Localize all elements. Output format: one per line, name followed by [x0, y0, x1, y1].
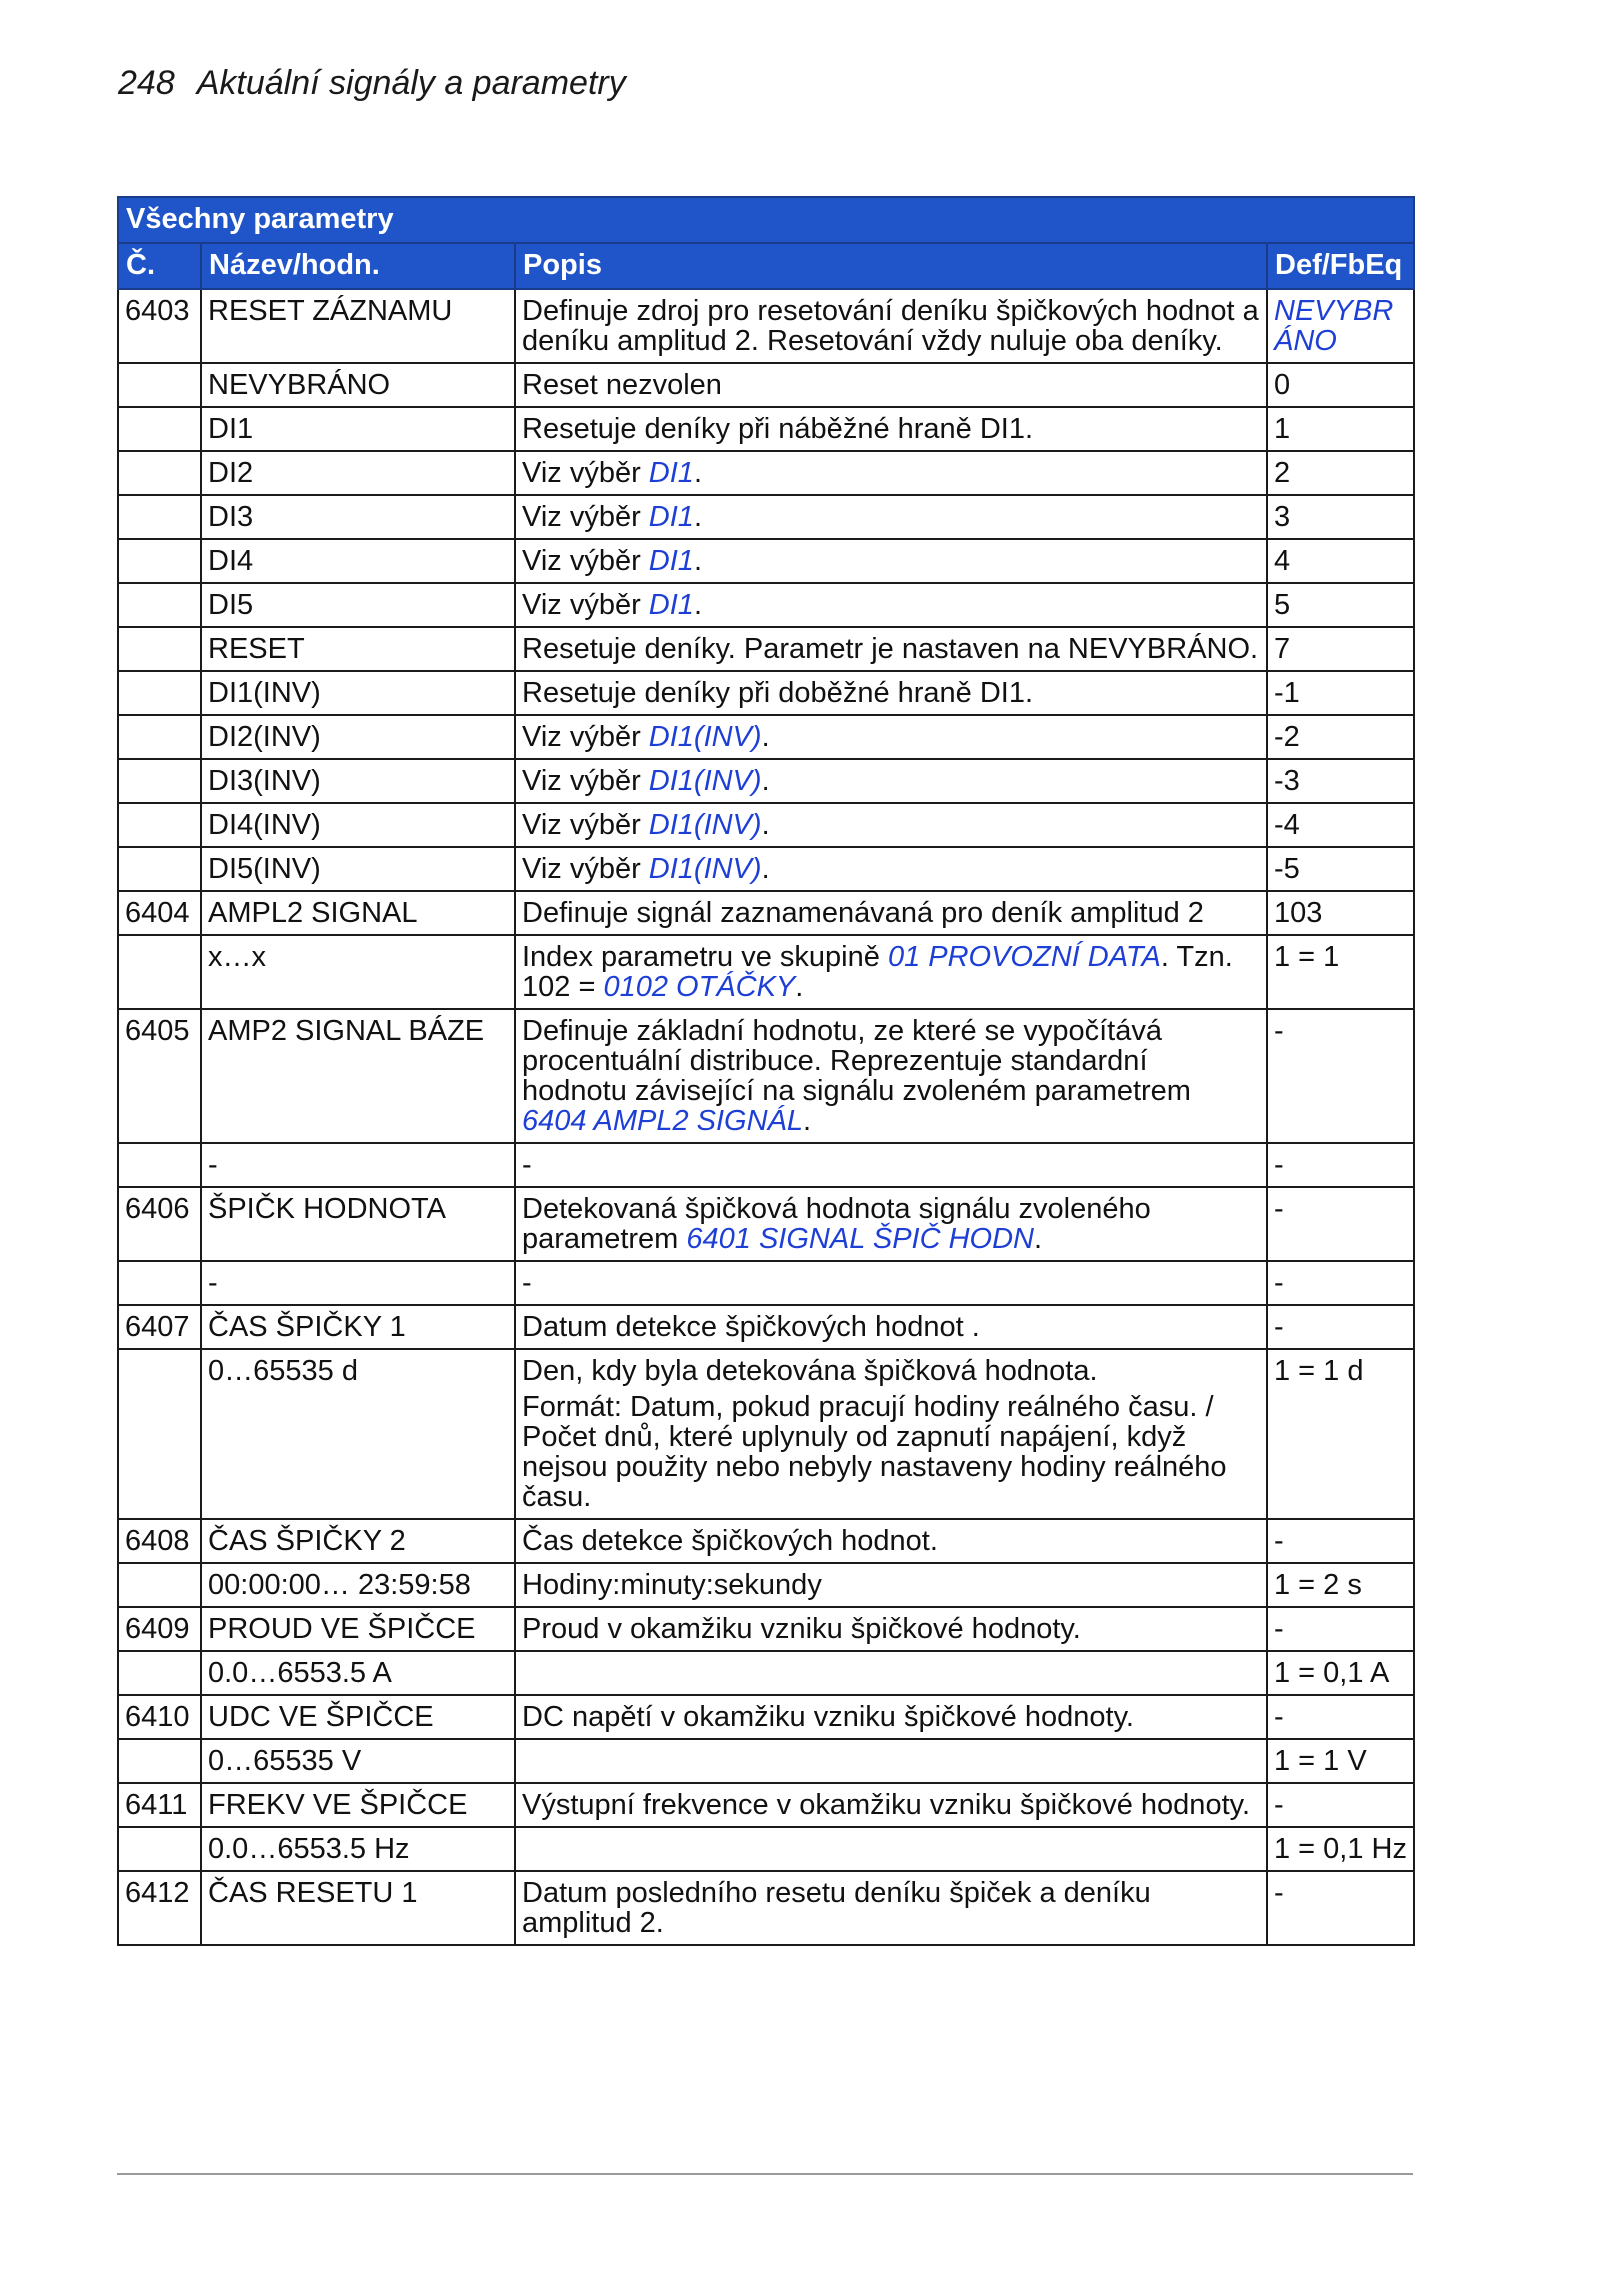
param-number-cell — [118, 847, 201, 891]
description-text: . — [1034, 1223, 1043, 1255]
param-default-cell — [1267, 759, 1414, 803]
param-description-cell — [515, 363, 1267, 407]
cross-reference-link[interactable]: 0102 OTÁČKY — [603, 971, 796, 1003]
description-text: . — [761, 721, 770, 753]
param-name-cell: - — [201, 1261, 515, 1305]
table-banner: Všechny parametry — [118, 197, 1414, 243]
param-default-cell — [1267, 363, 1414, 407]
description-text: Formát: Datum, pokud pracují hodiny reálného času. / Počet dnů, které uplynuly od zapnutí napájení, když nejsou použity nebo nebyly nastaveny hodiny reálného času. — [522, 1391, 1227, 1513]
description-text: Proud v okamžiku vzniku špičkové hodnoty. — [522, 1613, 1081, 1645]
column-header-default: Def/FbEq — [1267, 243, 1414, 289]
column-header-name: Název/hodn. — [201, 243, 515, 289]
param-description-cell — [515, 891, 1267, 935]
param-name-cell: DI4 — [201, 539, 515, 583]
table-row — [118, 1739, 1414, 1783]
param-number-cell — [118, 451, 201, 495]
table-row — [118, 759, 1414, 803]
table-row — [118, 847, 1414, 891]
param-number-cell — [118, 627, 201, 671]
param-default-cell — [1267, 1607, 1414, 1651]
description-text: DC napětí v okamžiku vzniku špičkové hodnoty. — [522, 1701, 1134, 1733]
param-number-cell — [118, 363, 201, 407]
table-row — [118, 1143, 1414, 1187]
param-name-cell: DI4(INV) — [201, 803, 515, 847]
column-header-number: Č. — [118, 243, 201, 289]
default-value: 1 = 2 s — [1274, 1569, 1362, 1601]
description-text: Viz výběr — [522, 809, 649, 841]
default-value: 103 — [1274, 897, 1323, 929]
default-value: -1 — [1274, 677, 1300, 709]
table-row — [118, 363, 1414, 407]
param-name-cell: ČAS ŠPIČKY 2 — [201, 1519, 515, 1563]
page-header — [118, 64, 626, 103]
param-number-cell: 6409 — [118, 1607, 201, 1651]
param-description-cell — [515, 1009, 1267, 1143]
description-text: Čas detekce špičkových hodnot. — [522, 1525, 938, 1557]
param-number-cell: 6410 — [118, 1695, 201, 1739]
table-row — [118, 289, 1414, 363]
description-text: Index parametru ve skupině — [522, 941, 888, 973]
table-row — [118, 1519, 1414, 1563]
default-value-link[interactable]: NEVYBRÁNO — [1274, 295, 1394, 357]
param-default-cell — [1267, 407, 1414, 451]
param-name-cell: 0…65535 V — [201, 1739, 515, 1783]
description-text: Definuje zdroj pro resetování deníku špičkových hodnot a deníku amplitud 2. Resetování vždy nuluje oba deníky. — [522, 295, 1259, 357]
table-row — [118, 891, 1414, 935]
param-description-cell — [515, 671, 1267, 715]
description-text: . Tzn. 102 = — [522, 941, 1233, 1003]
default-value: 1 = 1 d — [1274, 1355, 1364, 1387]
default-value: 4 — [1274, 545, 1291, 577]
param-description-cell — [515, 1695, 1267, 1739]
cross-reference-link[interactable]: DI1(INV) — [648, 809, 762, 841]
table-row — [118, 1695, 1414, 1739]
cross-reference-link[interactable]: 6404 AMPL2 SIGNÁL — [522, 1105, 804, 1137]
param-number-cell — [118, 1261, 201, 1305]
param-default-cell — [1267, 627, 1414, 671]
default-value: - — [1274, 1267, 1284, 1299]
param-default-cell — [1267, 715, 1414, 759]
description-text: - — [522, 1149, 532, 1181]
cross-reference-link[interactable]: 6401 SIGNAL ŠPIČ HODN — [686, 1223, 1034, 1255]
description-text: Detekovaná špičková hodnota signálu zvoleného parametrem — [522, 1193, 1151, 1255]
param-default-cell — [1267, 935, 1414, 1009]
param-default-cell — [1267, 1519, 1414, 1563]
description-text: . — [693, 589, 702, 621]
param-default-cell — [1267, 1695, 1414, 1739]
default-value: - — [1274, 1525, 1284, 1557]
description-text: . — [795, 971, 804, 1003]
table-row — [118, 407, 1414, 451]
param-name-cell: DI1(INV) — [201, 671, 515, 715]
default-value: 2 — [1274, 457, 1291, 489]
description-text: Resetuje deníky. Parametr je nastaven na NEVYBRÁNO. — [522, 633, 1259, 665]
param-number-cell: 6411 — [118, 1783, 201, 1827]
default-value: - — [1274, 1701, 1284, 1733]
param-description-cell — [515, 539, 1267, 583]
default-value: -2 — [1274, 721, 1300, 753]
table-row — [118, 627, 1414, 671]
table-row — [118, 451, 1414, 495]
description-text: Datum posledního resetu deníku špiček a deníku amplitud 2. — [522, 1877, 1151, 1939]
cross-reference-link[interactable]: 01 PROVOZNÍ DATA — [887, 941, 1161, 973]
param-name-cell: DI2 — [201, 451, 515, 495]
param-description-cell — [515, 1783, 1267, 1827]
param-default-cell — [1267, 1261, 1414, 1305]
cross-reference-link[interactable]: DI1 — [648, 501, 694, 533]
param-name-cell: ČAS ŠPIČKY 1 — [201, 1305, 515, 1349]
default-value: 5 — [1274, 589, 1291, 621]
param-name-cell: DI5 — [201, 583, 515, 627]
param-default-cell — [1267, 289, 1414, 363]
default-value: 1 = 1 V — [1274, 1745, 1367, 1777]
param-description-cell — [515, 1563, 1267, 1607]
param-number-cell — [118, 407, 201, 451]
param-number-cell: 6412 — [118, 1871, 201, 1945]
param-description-cell — [515, 1261, 1267, 1305]
default-value: - — [1274, 1613, 1284, 1645]
default-value: 1 = 1 — [1274, 941, 1340, 973]
default-value: - — [1274, 1877, 1284, 1909]
param-default-cell — [1267, 1651, 1414, 1695]
param-description-cell — [515, 451, 1267, 495]
param-name-cell: DI3 — [201, 495, 515, 539]
param-number-cell — [118, 671, 201, 715]
param-number-cell — [118, 1827, 201, 1871]
default-value: 1 = 0,1 Hz — [1274, 1833, 1407, 1865]
param-number-cell — [118, 715, 201, 759]
table-body — [118, 289, 1414, 1945]
description-text: . — [693, 545, 702, 577]
table-row — [118, 539, 1414, 583]
description-text: . — [693, 501, 702, 533]
description-text: . — [761, 853, 770, 885]
param-default-cell — [1267, 671, 1414, 715]
description-text: . — [761, 809, 770, 841]
param-number-cell — [118, 803, 201, 847]
default-value: -5 — [1274, 853, 1300, 885]
table-row — [118, 495, 1414, 539]
param-number-cell: 6406 — [118, 1187, 201, 1261]
param-default-cell — [1267, 1143, 1414, 1187]
param-name-cell: AMPL2 SIGNAL — [201, 891, 515, 935]
default-value: 1 — [1274, 413, 1291, 445]
param-default-cell — [1267, 1563, 1414, 1607]
param-description-cell — [515, 935, 1267, 1009]
param-number-cell: 6405 — [118, 1009, 201, 1143]
default-value: 0 — [1274, 369, 1291, 401]
description-text: Resetuje deníky při náběžné hraně DI1. — [522, 413, 1034, 445]
param-number-cell — [118, 935, 201, 1009]
param-name-cell: RESET — [201, 627, 515, 671]
param-description-cell — [515, 1187, 1267, 1261]
param-description-cell — [515, 1739, 1267, 1783]
param-default-cell — [1267, 803, 1414, 847]
param-number-cell — [118, 583, 201, 627]
param-number-cell: 6404 — [118, 891, 201, 935]
param-default-cell — [1267, 847, 1414, 891]
description-text: Definuje signál zaznamenávaná pro deník amplitud 2 — [522, 897, 1204, 929]
param-number-cell: 6407 — [118, 1305, 201, 1349]
table-row — [118, 1009, 1414, 1143]
param-number-cell — [118, 1349, 201, 1519]
param-name-cell: - — [201, 1143, 515, 1187]
description-text: Viz výběr — [522, 589, 649, 621]
default-value: - — [1274, 1193, 1284, 1225]
table-row — [118, 583, 1414, 627]
param-default-cell — [1267, 1349, 1414, 1519]
param-description-cell — [515, 407, 1267, 451]
default-value: - — [1274, 1015, 1284, 1047]
description-text: Viz výběr — [522, 765, 649, 797]
table-row — [118, 1349, 1414, 1519]
table-row — [118, 1261, 1414, 1305]
param-description-cell — [515, 803, 1267, 847]
param-name-cell: ŠPIČK HODNOTA — [201, 1187, 515, 1261]
cross-reference-link[interactable]: DI1 — [648, 457, 694, 489]
param-default-cell — [1267, 1187, 1414, 1261]
description-text: Viz výběr — [522, 853, 649, 885]
param-default-cell — [1267, 451, 1414, 495]
page-title: Aktuální signály a parametry — [196, 64, 626, 102]
param-number-cell — [118, 1143, 201, 1187]
param-name-cell: AMP2 SIGNAL BÁZE — [201, 1009, 515, 1143]
param-name-cell: PROUD VE ŠPIČCE — [201, 1607, 515, 1651]
param-default-cell — [1267, 1305, 1414, 1349]
param-description-cell — [515, 627, 1267, 671]
default-value: - — [1274, 1789, 1284, 1821]
footer-divider — [117, 2173, 1413, 2175]
param-name-cell: DI2(INV) — [201, 715, 515, 759]
param-description-cell — [515, 759, 1267, 803]
default-value: - — [1274, 1149, 1284, 1181]
table-row — [118, 803, 1414, 847]
param-description-cell — [515, 1143, 1267, 1187]
param-name-cell: NEVYBRÁNO — [201, 363, 515, 407]
description-text: Definuje základní hodnotu, ze které se vypočítává procentuální distribuce. Reprezentuje standardní hodnotu závisející na signálu zvoleném parametrem — [522, 1015, 1191, 1107]
param-default-cell — [1267, 1739, 1414, 1783]
param-default-cell — [1267, 539, 1414, 583]
param-name-cell: x…x — [201, 935, 515, 1009]
description-text: Viz výběr — [522, 721, 649, 753]
cross-reference-link[interactable]: DI1 — [648, 545, 694, 577]
param-number-cell — [118, 1739, 201, 1783]
default-value: -4 — [1274, 809, 1300, 841]
param-default-cell — [1267, 1827, 1414, 1871]
table-row — [118, 715, 1414, 759]
param-number-cell — [118, 759, 201, 803]
param-default-cell — [1267, 891, 1414, 935]
param-default-cell — [1267, 1783, 1414, 1827]
param-name-cell: ČAS RESETU 1 — [201, 1871, 515, 1945]
table-row — [118, 1871, 1414, 1945]
param-name-cell: 0.0…6553.5 A — [201, 1651, 515, 1695]
description-text: Viz výběr — [522, 457, 649, 489]
description-text: Datum detekce špičkových hodnot . — [522, 1311, 980, 1343]
description-text: . — [803, 1105, 812, 1137]
default-value: 3 — [1274, 501, 1291, 533]
description-text: Hodiny:minuty:sekundy — [522, 1569, 822, 1601]
table-row — [118, 1187, 1414, 1261]
param-name-cell: DI5(INV) — [201, 847, 515, 891]
table-row — [118, 1305, 1414, 1349]
param-description-cell — [515, 583, 1267, 627]
description-text: - — [522, 1267, 532, 1299]
param-name-cell: DI1 — [201, 407, 515, 451]
param-default-cell — [1267, 495, 1414, 539]
param-name-cell: 0…65535 d — [201, 1349, 515, 1519]
param-description-cell — [515, 495, 1267, 539]
description-text: Resetuje deníky při doběžné hraně DI1. — [522, 677, 1034, 709]
table-row — [118, 1651, 1414, 1695]
param-description-cell — [515, 1349, 1267, 1519]
description-text: Viz výběr — [522, 501, 649, 533]
description-text: Reset nezvolen — [522, 369, 722, 401]
default-value: - — [1274, 1311, 1284, 1343]
description-text: . — [761, 765, 770, 797]
param-name-cell: DI3(INV) — [201, 759, 515, 803]
description-text: Den, kdy byla detekována špičková hodnota. — [522, 1355, 1098, 1387]
param-description-cell — [515, 1305, 1267, 1349]
param-description-cell — [515, 289, 1267, 363]
table-row — [118, 935, 1414, 1009]
param-number-cell — [118, 539, 201, 583]
param-description-cell — [515, 1607, 1267, 1651]
cross-reference-link[interactable]: DI1(INV) — [648, 721, 762, 753]
param-number-cell — [118, 1563, 201, 1607]
param-default-cell — [1267, 1009, 1414, 1143]
description-text: Viz výběr — [522, 545, 649, 577]
param-name-cell: RESET ZÁZNAMU — [201, 289, 515, 363]
cross-reference-link[interactable]: DI1 — [648, 589, 694, 621]
param-description-cell — [515, 1519, 1267, 1563]
default-value: -3 — [1274, 765, 1300, 797]
cross-reference-link[interactable]: DI1(INV) — [648, 765, 762, 797]
param-name-cell: 0.0…6553.5 Hz — [201, 1827, 515, 1871]
description-text: . — [693, 457, 702, 489]
param-default-cell — [1267, 583, 1414, 627]
param-name-cell: FREKV VE ŠPIČCE — [201, 1783, 515, 1827]
column-header-description: Popis — [515, 243, 1267, 289]
param-number-cell — [118, 1651, 201, 1695]
param-default-cell — [1267, 1871, 1414, 1945]
page-number: 248 — [118, 64, 175, 102]
param-description-cell — [515, 1827, 1267, 1871]
table-row — [118, 1607, 1414, 1651]
cross-reference-link[interactable]: DI1(INV) — [648, 853, 762, 885]
table-row — [118, 1827, 1414, 1871]
param-description-cell — [515, 1651, 1267, 1695]
param-number-cell — [118, 495, 201, 539]
param-description-cell — [515, 1871, 1267, 1945]
param-name-cell: UDC VE ŠPIČCE — [201, 1695, 515, 1739]
table-row — [118, 671, 1414, 715]
parameters-table — [117, 196, 1415, 1946]
param-number-cell: 6403 — [118, 289, 201, 363]
default-value: 7 — [1274, 633, 1291, 665]
param-name-cell: 00:00:00… 23:59:58 — [201, 1563, 515, 1607]
param-number-cell: 6408 — [118, 1519, 201, 1563]
default-value: 1 = 0,1 A — [1274, 1657, 1390, 1689]
table-row — [118, 1783, 1414, 1827]
table-row — [118, 1563, 1414, 1607]
param-description-cell — [515, 715, 1267, 759]
description-text: Výstupní frekvence v okamžiku vzniku špičkové hodnoty. — [522, 1789, 1251, 1821]
param-description-cell — [515, 847, 1267, 891]
